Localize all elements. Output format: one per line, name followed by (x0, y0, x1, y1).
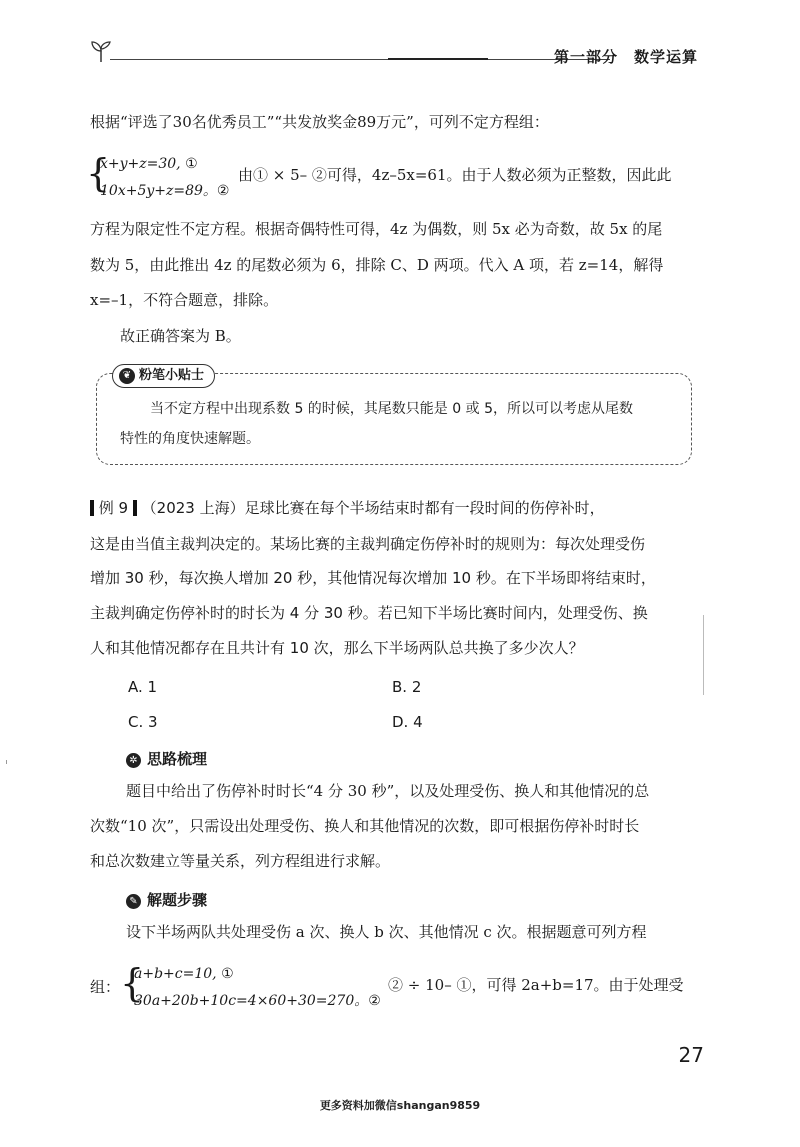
option-d: D. 4 (392, 713, 423, 731)
tip-line1: 当不定方程中出现系数 5 的时候，其尾数只能是 0 或 5，所以可以考虑从尾数 (150, 401, 633, 417)
analysis-line3: 和总次数建立等量关系，列方程组进行求解。 (90, 852, 391, 870)
example-marker (133, 500, 137, 516)
sprout-icon (88, 38, 114, 64)
example-line4: 主裁判确定伤停补时的时长为 4 分 30 秒。若已知下半场比赛时间内，处理受伤、换 (90, 604, 648, 622)
analysis-heading: ✲ 思路梳理 (126, 748, 207, 769)
answer-text: 故正确答案为 B。 (120, 327, 241, 345)
header-rule-accent (388, 58, 488, 60)
tip-label: ❦ 粉笔小贴士 (112, 364, 215, 388)
solution-prefix: 组： (90, 978, 121, 996)
scan-artifact (703, 615, 704, 695)
marker-2: ② (368, 993, 381, 1009)
equation-2: 10x+5y+z=89。② (100, 183, 230, 199)
marker-1: ① (185, 156, 198, 172)
tip-line2: 特性的角度快速解题。 (120, 431, 260, 447)
solution-line1: 设下半场两队共处理受伤 a 次、换人 b 次、其他情况 c 次。根据题意可列方程 (126, 923, 647, 941)
equation-1: x+y+z=30, ① (100, 156, 198, 172)
page-number: 27 (678, 1043, 704, 1067)
example-line5: 人和其他情况都存在且共计有 10 次，那么下半场两队总共换了多少次人？ (90, 639, 584, 657)
analysis-line1: 题目中给出了伤停补时时长“4 分 30 秒”，以及处理受伤、换人和其他情况的总 (126, 782, 650, 800)
marker-2: ② (216, 183, 230, 199)
option-b: B. 2 (392, 678, 422, 696)
example-line1: 例 9 （2023 上海）足球比赛在每个半场结束时都有一段时间的伤停补时， (90, 497, 710, 519)
analysis-line2: 次数“10 次”，只需设出处理受伤、换人和其他情况的次数，即可根据伤停补时时长 (90, 817, 640, 835)
option-a: A. 1 (128, 678, 158, 696)
header-rule (110, 59, 610, 60)
example-source: （2023 上海） (141, 499, 245, 517)
equation-4: 30a+20b+10c=4×60+30=270。② (134, 993, 381, 1009)
option-c: C. 3 (128, 713, 158, 731)
pencil-icon: ✎ (126, 894, 141, 909)
gear-icon: ✲ (126, 753, 141, 768)
para2-line1: 方程为限定性不定方程。根据奇偶特性可得，4z 为偶数，则 5x 必为奇数，故 5x 的尾 (90, 220, 663, 238)
intro-paragraph: 根据“评选了30名优秀员工”“共发放奖金89万元”，可列不定方程组： (90, 113, 549, 131)
marker-1: ① (221, 966, 234, 982)
system-brace: { (120, 961, 145, 1005)
scan-artifact (6, 760, 7, 764)
example-line2: 这是由当值主裁判决定的。某场比赛的主裁判确定伤停补时的规则为：每次处理受伤 (90, 535, 646, 553)
para2-line3: x=–1，不符合题意，排除。 (90, 291, 279, 309)
solution-derivation: ② ÷ 10– ①，可得 2a+b=17。由于处理受 (388, 976, 684, 994)
system-brace: { (86, 151, 111, 195)
derivation-text: 由① × 5– ②可得，4z–5x=61。由于人数必须为正整数，因此此 (238, 166, 672, 184)
footer-note: 更多资料加微信shangan9859 (319, 1099, 481, 1112)
solution-heading: ✎ 解题步骤 (126, 889, 207, 910)
example-tag: 例 9 (98, 499, 129, 517)
example-marker (90, 500, 94, 516)
sprout-icon: ❦ (119, 368, 135, 384)
example-line3: 增加 30 秒，每次换人增加 20 秒，其他情况每次增加 10 秒。在下半场即将结束时， (90, 569, 656, 587)
section-title: 第一部分 数学运算 (553, 48, 698, 66)
equation-3: a+b+c=10, ① (134, 966, 234, 982)
page-header (88, 38, 716, 68)
para2-line2: 数为 5，由此推出 4z 的尾数必须为 6，排除 C、D 两项。代入 A 项，若 z=14，解得 (90, 256, 664, 274)
